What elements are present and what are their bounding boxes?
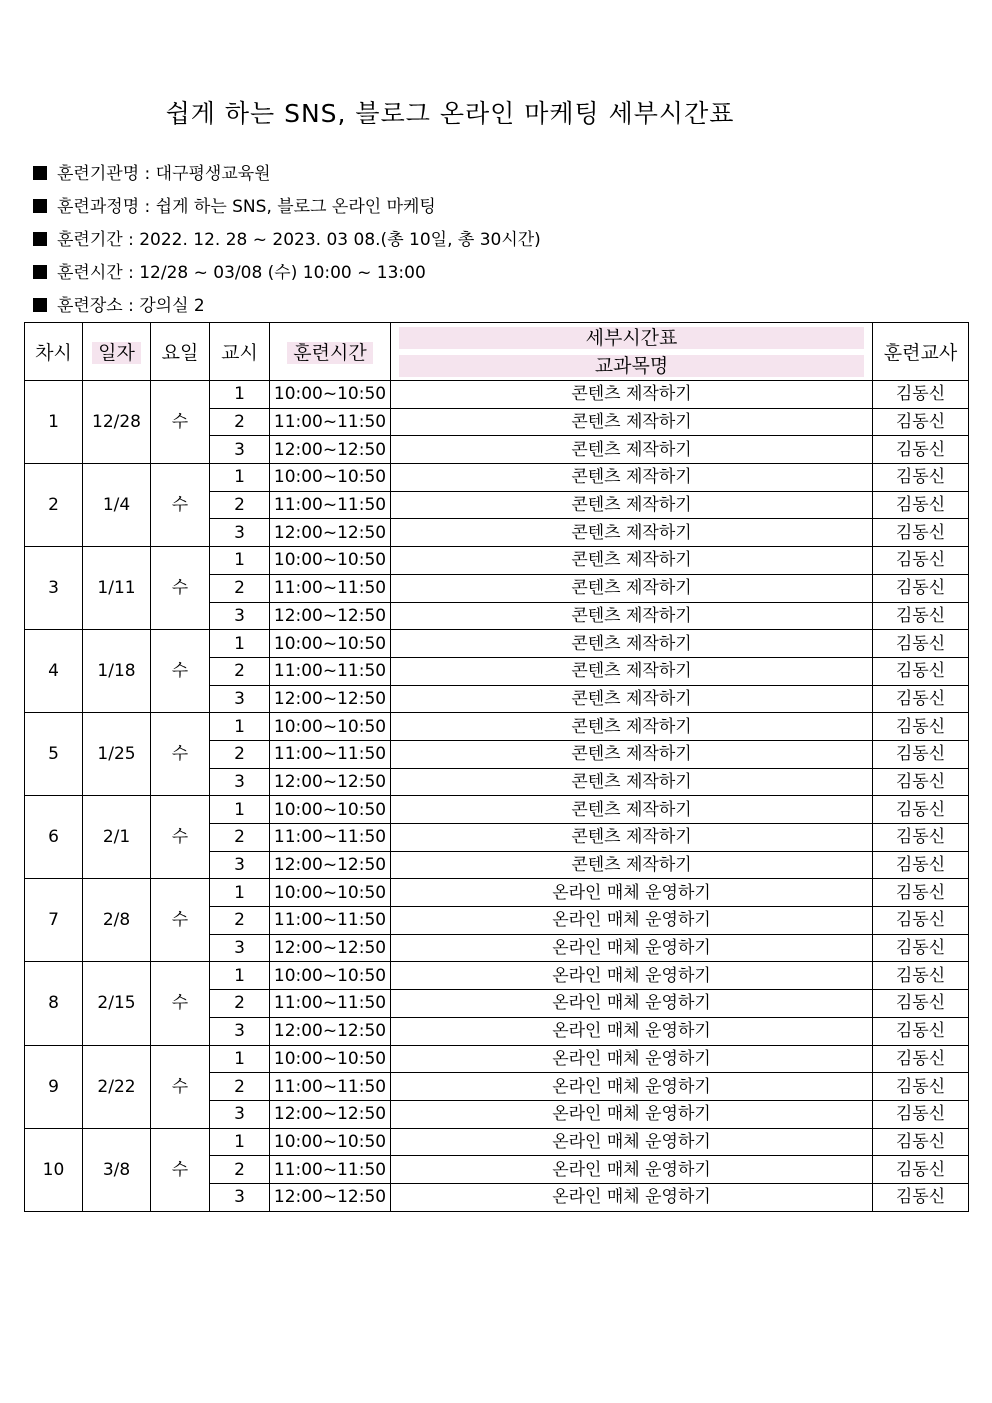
- cell-subject: 콘텐츠 제작하기: [391, 381, 873, 409]
- cell-period: 1: [210, 796, 270, 824]
- cell-date: 2/15: [83, 962, 151, 1045]
- cell-time: 11:00~11:50: [270, 1156, 391, 1184]
- header-day: 요일: [151, 323, 210, 381]
- cell-period: 1: [210, 381, 270, 409]
- cell-teacher: 김동신: [873, 1045, 969, 1073]
- cell-teacher: 김동신: [873, 1128, 969, 1156]
- cell-period: 1: [210, 630, 270, 658]
- cell-time: 10:00~10:50: [270, 713, 391, 741]
- cell-subject: 콘텐츠 제작하기: [391, 574, 873, 602]
- cell-period: 2: [210, 657, 270, 685]
- info-line-period: [33, 224, 541, 257]
- table-row: [25, 547, 969, 575]
- cell-subject: 콘텐츠 제작하기: [391, 740, 873, 768]
- cell-time: 12:00~12:50: [270, 851, 391, 879]
- cell-subject: 콘텐츠 제작하기: [391, 436, 873, 464]
- cell-subject: 온라인 매체 운영하기: [391, 962, 873, 990]
- cell-period: 1: [210, 464, 270, 492]
- cell-date: 1/11: [83, 547, 151, 630]
- cell-period: 2: [210, 408, 270, 436]
- cell-teacher: 김동신: [873, 519, 969, 547]
- table-row: [25, 796, 969, 824]
- cell-subject: 콘텐츠 제작하기: [391, 796, 873, 824]
- cell-period: 3: [210, 602, 270, 630]
- cell-subject: 온라인 매체 운영하기: [391, 1128, 873, 1156]
- cell-period: 2: [210, 824, 270, 852]
- cell-subject: 콘텐츠 제작하기: [391, 464, 873, 492]
- cell-day: 수: [151, 630, 210, 713]
- cell-day: 수: [151, 796, 210, 879]
- header-time: 훈련시간: [270, 323, 391, 381]
- cell-teacher: 김동신: [873, 547, 969, 575]
- cell-time: 11:00~11:50: [270, 657, 391, 685]
- cell-time: 11:00~11:50: [270, 1073, 391, 1101]
- table-row: [25, 381, 969, 409]
- cell-time: 10:00~10:50: [270, 879, 391, 907]
- header-date: 일자: [83, 323, 151, 381]
- cell-teacher: 김동신: [873, 934, 969, 962]
- cell-day: 수: [151, 962, 210, 1045]
- info-text: 훈련기간 : 2022. 12. 28 ~ 2023. 03 08.(총 10일, 총 30시간): [57, 230, 541, 250]
- cell-session: 4: [25, 630, 83, 713]
- header-teacher: 훈련교사: [873, 323, 969, 381]
- cell-subject: 콘텐츠 제작하기: [391, 657, 873, 685]
- cell-time: 11:00~11:50: [270, 408, 391, 436]
- cell-subject: 온라인 매체 운영하기: [391, 907, 873, 935]
- cell-time: 12:00~12:50: [270, 685, 391, 713]
- info-line-place: [33, 290, 541, 323]
- cell-time: 10:00~10:50: [270, 464, 391, 492]
- cell-period: 3: [210, 1100, 270, 1128]
- cell-time: 11:00~11:50: [270, 740, 391, 768]
- cell-date: 12/28: [83, 381, 151, 464]
- cell-period: 3: [210, 1017, 270, 1045]
- table-row: [25, 1045, 969, 1073]
- cell-teacher: 김동신: [873, 1156, 969, 1184]
- cell-session: 2: [25, 464, 83, 547]
- cell-teacher: 김동신: [873, 1017, 969, 1045]
- cell-period: 2: [210, 907, 270, 935]
- square-bullet-icon: [33, 265, 47, 279]
- cell-teacher: 김동신: [873, 740, 969, 768]
- cell-period: 3: [210, 519, 270, 547]
- cell-teacher: 김동신: [873, 685, 969, 713]
- cell-subject: 콘텐츠 제작하기: [391, 630, 873, 658]
- table-row: [25, 962, 969, 990]
- cell-day: 수: [151, 879, 210, 962]
- cell-date: 2/1: [83, 796, 151, 879]
- header-subject-label: 교과목명: [399, 355, 864, 377]
- cell-session: 8: [25, 962, 83, 1045]
- cell-teacher: 김동신: [873, 879, 969, 907]
- cell-session: 1: [25, 381, 83, 464]
- cell-teacher: 김동신: [873, 990, 969, 1018]
- cell-time: 12:00~12:50: [270, 436, 391, 464]
- cell-subject: 온라인 매체 운영하기: [391, 1045, 873, 1073]
- cell-teacher: 김동신: [873, 713, 969, 741]
- cell-time: 11:00~11:50: [270, 907, 391, 935]
- info-line-time: [33, 257, 541, 290]
- info-line-institution: [33, 158, 541, 191]
- square-bullet-icon: [33, 166, 47, 180]
- cell-period: 3: [210, 1183, 270, 1211]
- page-title: 쉽게 하는 SNS, 블로그 온라인 마케팅 세부시간표: [165, 99, 735, 128]
- header-schedule-label: 세부시간표: [399, 327, 864, 349]
- header-schedule: [391, 323, 873, 381]
- cell-session: 3: [25, 547, 83, 630]
- cell-day: 수: [151, 713, 210, 796]
- cell-subject: 온라인 매체 운영하기: [391, 1156, 873, 1184]
- cell-teacher: 김동신: [873, 907, 969, 935]
- info-text: 훈련시간 : 12/28 ~ 03/08 (수) 10:00 ~ 13:00: [57, 263, 426, 283]
- cell-time: 12:00~12:50: [270, 768, 391, 796]
- cell-period: 1: [210, 962, 270, 990]
- cell-subject: 콘텐츠 제작하기: [391, 685, 873, 713]
- cell-period: 2: [210, 574, 270, 602]
- cell-date: 1/18: [83, 630, 151, 713]
- cell-subject: 콘텐츠 제작하기: [391, 851, 873, 879]
- info-line-course: [33, 191, 541, 224]
- cell-time: 12:00~12:50: [270, 1183, 391, 1211]
- cell-subject: 콘텐츠 제작하기: [391, 602, 873, 630]
- cell-period: 3: [210, 851, 270, 879]
- cell-date: 1/4: [83, 464, 151, 547]
- cell-session: 5: [25, 713, 83, 796]
- cell-time: 10:00~10:50: [270, 1045, 391, 1073]
- cell-teacher: 김동신: [873, 796, 969, 824]
- cell-session: 10: [25, 1128, 83, 1211]
- cell-teacher: 김동신: [873, 1073, 969, 1101]
- cell-subject: 온라인 매체 운영하기: [391, 1183, 873, 1211]
- cell-day: 수: [151, 381, 210, 464]
- cell-time: 11:00~11:50: [270, 491, 391, 519]
- square-bullet-icon: [33, 298, 47, 312]
- square-bullet-icon: [33, 232, 47, 246]
- cell-period: 2: [210, 491, 270, 519]
- cell-subject: 온라인 매체 운영하기: [391, 990, 873, 1018]
- cell-time: 11:00~11:50: [270, 824, 391, 852]
- cell-subject: 콘텐츠 제작하기: [391, 547, 873, 575]
- cell-teacher: 김동신: [873, 630, 969, 658]
- cell-period: 3: [210, 685, 270, 713]
- cell-teacher: 김동신: [873, 768, 969, 796]
- table-row: [25, 879, 969, 907]
- cell-teacher: 김동신: [873, 1183, 969, 1211]
- cell-time: 10:00~10:50: [270, 962, 391, 990]
- cell-teacher: 김동신: [873, 491, 969, 519]
- cell-period: 1: [210, 1045, 270, 1073]
- table-row: [25, 1128, 969, 1156]
- cell-teacher: 김동신: [873, 851, 969, 879]
- cell-subject: 콘텐츠 제작하기: [391, 408, 873, 436]
- table-row: [25, 630, 969, 658]
- cell-time: 11:00~11:50: [270, 990, 391, 1018]
- cell-day: 수: [151, 464, 210, 547]
- cell-day: 수: [151, 1128, 210, 1211]
- cell-date: 3/8: [83, 1128, 151, 1211]
- schedule-table: [24, 322, 969, 1212]
- cell-period: 2: [210, 740, 270, 768]
- cell-subject: 온라인 매체 운영하기: [391, 1073, 873, 1101]
- header-period: 교시: [210, 323, 270, 381]
- cell-time: 12:00~12:50: [270, 934, 391, 962]
- schedule-body: [25, 381, 969, 1212]
- cell-period: 1: [210, 547, 270, 575]
- cell-period: 1: [210, 713, 270, 741]
- cell-day: 수: [151, 1045, 210, 1128]
- cell-subject: 콘텐츠 제작하기: [391, 491, 873, 519]
- cell-subject: 온라인 매체 운영하기: [391, 879, 873, 907]
- cell-period: 3: [210, 436, 270, 464]
- cell-teacher: 김동신: [873, 602, 969, 630]
- cell-teacher: 김동신: [873, 436, 969, 464]
- cell-period: 1: [210, 879, 270, 907]
- cell-subject: 콘텐츠 제작하기: [391, 713, 873, 741]
- course-info: [33, 158, 541, 323]
- cell-subject: 온라인 매체 운영하기: [391, 1017, 873, 1045]
- table-row: [25, 713, 969, 741]
- cell-time: 10:00~10:50: [270, 630, 391, 658]
- cell-time: 10:00~10:50: [270, 547, 391, 575]
- cell-period: 3: [210, 768, 270, 796]
- cell-time: 12:00~12:50: [270, 519, 391, 547]
- cell-time: 12:00~12:50: [270, 1100, 391, 1128]
- cell-time: 12:00~12:50: [270, 602, 391, 630]
- cell-period: 2: [210, 1156, 270, 1184]
- cell-time: 12:00~12:50: [270, 1017, 391, 1045]
- cell-subject: 콘텐츠 제작하기: [391, 519, 873, 547]
- cell-subject: 온라인 매체 운영하기: [391, 1100, 873, 1128]
- table-row: [25, 464, 969, 492]
- table-header-row: [25, 323, 969, 381]
- square-bullet-icon: [33, 199, 47, 213]
- cell-time: 10:00~10:50: [270, 381, 391, 409]
- cell-teacher: 김동신: [873, 824, 969, 852]
- cell-date: 2/8: [83, 879, 151, 962]
- cell-subject: 온라인 매체 운영하기: [391, 934, 873, 962]
- info-text: 훈련과정명 : 쉽게 하는 SNS, 블로그 온라인 마케팅: [57, 197, 436, 217]
- cell-teacher: 김동신: [873, 408, 969, 436]
- cell-subject: 콘텐츠 제작하기: [391, 768, 873, 796]
- cell-time: 11:00~11:50: [270, 574, 391, 602]
- cell-subject: 콘텐츠 제작하기: [391, 824, 873, 852]
- cell-period: 3: [210, 934, 270, 962]
- header-session: 차시: [25, 323, 83, 381]
- info-text: 훈련장소 : 강의실 2: [57, 296, 205, 316]
- cell-time: 10:00~10:50: [270, 796, 391, 824]
- cell-date: 1/25: [83, 713, 151, 796]
- cell-session: 9: [25, 1045, 83, 1128]
- cell-teacher: 김동신: [873, 1100, 969, 1128]
- cell-teacher: 김동신: [873, 962, 969, 990]
- cell-period: 1: [210, 1128, 270, 1156]
- cell-teacher: 김동신: [873, 574, 969, 602]
- cell-session: 7: [25, 879, 83, 962]
- cell-time: 10:00~10:50: [270, 1128, 391, 1156]
- cell-teacher: 김동신: [873, 464, 969, 492]
- cell-session: 6: [25, 796, 83, 879]
- cell-teacher: 김동신: [873, 381, 969, 409]
- cell-period: 2: [210, 990, 270, 1018]
- cell-teacher: 김동신: [873, 657, 969, 685]
- cell-date: 2/22: [83, 1045, 151, 1128]
- cell-day: 수: [151, 547, 210, 630]
- cell-period: 2: [210, 1073, 270, 1101]
- info-text: 훈련기관명 : 대구평생교육원: [57, 164, 271, 184]
